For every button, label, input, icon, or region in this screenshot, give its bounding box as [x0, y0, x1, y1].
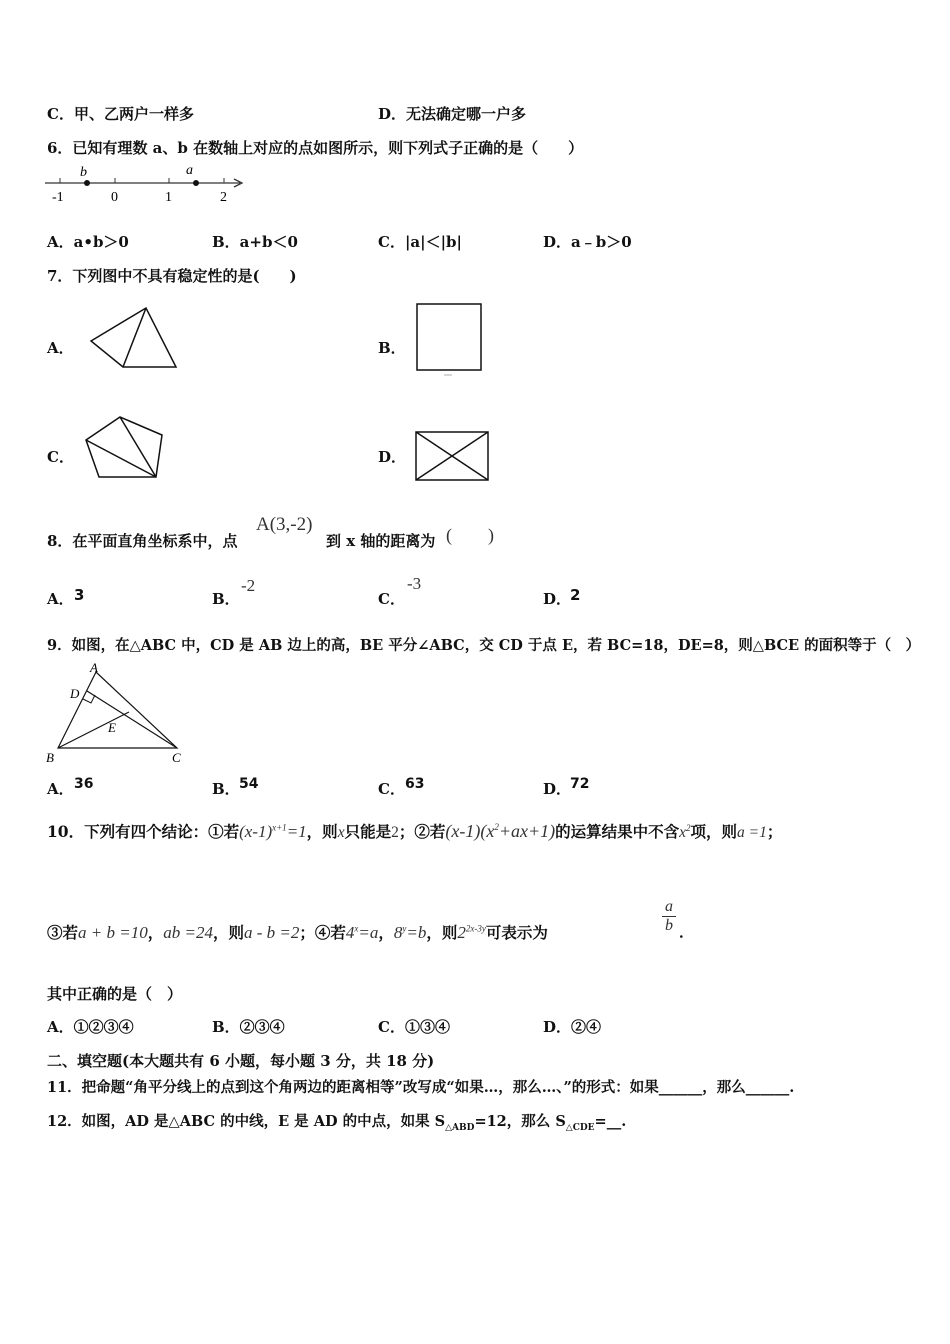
q8-option-a-label: A． [47, 590, 74, 608]
q10-line2: ③若a + b =10，ab =24，则a - b =2；④若$4^x=a$，$8^y=b$，则$2^{2x-3y}$可表示为 [47, 923, 548, 942]
q9-option-a-label: A． [47, 780, 74, 798]
q9-option-b-value: 54 [239, 776, 259, 792]
q8-option-d-label: D． [543, 590, 572, 608]
q8-option-c-label: C． [378, 590, 405, 608]
q10-fraction: a b [662, 898, 676, 935]
tick-0: 0 [111, 190, 118, 205]
q8-option-d-value: 2 [570, 586, 581, 604]
q7-option-c: C． [47, 448, 74, 466]
label-a: a [186, 163, 193, 178]
q8-blank: ( ) [446, 525, 494, 545]
q8-option-b-label: B． [212, 590, 240, 608]
q8-stem-post: 到 x 轴的距离为 [326, 532, 436, 550]
q6-number-line [40, 160, 255, 205]
q10-option-d: D．②④ [543, 1018, 602, 1036]
q7-stem: 7．下列图中不具有稳定性的是( ) [47, 267, 297, 285]
q10-line1: 10．下列有四个结论：①若$(x-1)^{x+1}=1$，则x只能是2；②若$(x-1)(x^2+ax+1)$的运算结果中不含$x^2$项，则a =1； [47, 821, 783, 841]
q9-triangle-figure [44, 662, 194, 768]
q8-point: A(3,-2) [256, 514, 313, 535]
q9-option-d-label: D． [543, 780, 572, 798]
q10-option-a: A．①②③④ [47, 1018, 134, 1036]
q6-option-d: D．a﹣b＞0 [543, 233, 632, 251]
q9-option-c-value: 63 [405, 776, 425, 792]
q9-stem: 9．如图，在△ABC 中，CD 是 AB 边上的高，BE 平分∠ABC，交 CD 于点 E，若 BC=18，DE=8，则△BCE 的面积等于（ ） [47, 637, 921, 654]
q10-end: ． [679, 923, 695, 941]
label-D: D [70, 686, 80, 701]
q9-option-c-label: C． [378, 780, 405, 798]
q8-option-b-value: -2 [241, 576, 256, 595]
point-a [193, 180, 199, 186]
q7-figure-a-quadrilateral-with-diagonal [88, 305, 180, 371]
label-C: C [172, 750, 181, 765]
q10-option-c: C．①③④ [378, 1018, 450, 1036]
label-A: A [90, 660, 98, 675]
q9-option-a-value: 36 [74, 776, 94, 792]
q7-figure-d-rectangle-with-diagonals [414, 430, 492, 484]
tick-1: 1 [165, 190, 172, 205]
q8-stem-pre: 8．在平面直角坐标系中，点 [47, 532, 238, 550]
q7-figure-c-pentagon-with-diagonals [82, 415, 167, 481]
section-2-heading: 二、填空题(本大题共有 6 小题，每小题 3 分，共 18 分) [47, 1052, 435, 1070]
label-b: b [80, 165, 87, 180]
q11-text: 11．把命题“角平分线上的点到这个角两边的距离相等”改写成“如果…，那么…、”的形式：如果______，那么______. [47, 1079, 795, 1096]
q6-stem: 6．已知有理数 a、b 在数轴上对应的点如图所示，则下列式子正确的是（ ） [47, 139, 584, 157]
q10-option-b: B．②③④ [212, 1018, 285, 1036]
tick-2: 2 [220, 190, 227, 205]
q8-option-a-value: 3 [74, 586, 85, 604]
q8-option-c-value: -3 [407, 574, 422, 593]
label-B: B [46, 750, 54, 765]
q6-option-b: B．a+b＜0 [212, 233, 298, 251]
q9-option-d-value: 72 [570, 776, 590, 792]
q7-option-d: D． [378, 448, 407, 466]
q5-option-c: C．甲、乙两户一样多 [47, 105, 194, 123]
point-b [84, 180, 90, 186]
label-E: E [108, 720, 116, 735]
q6-option-c: C．|a|＜|b| [378, 233, 462, 251]
tick-minus1: -1 [52, 190, 64, 205]
q7-figure-b-square [415, 302, 485, 378]
q5-option-d: D．无法确定哪一户多 [378, 105, 527, 123]
q6-option-a: A．a•b＞0 [47, 233, 129, 251]
q7-option-a: A． [47, 339, 74, 357]
q10-question: 其中正确的是（ ） [47, 985, 183, 1003]
q9-option-b-label: B． [212, 780, 240, 798]
q12-text: 12．如图，AD 是△ABC 的中线，E 是 AD 的中点，如果 $S_{\triangle ABD}=12$，那么 $S_{\triangle CDE}=\_\_$. [47, 1113, 627, 1133]
q7-option-b: B． [378, 339, 406, 357]
